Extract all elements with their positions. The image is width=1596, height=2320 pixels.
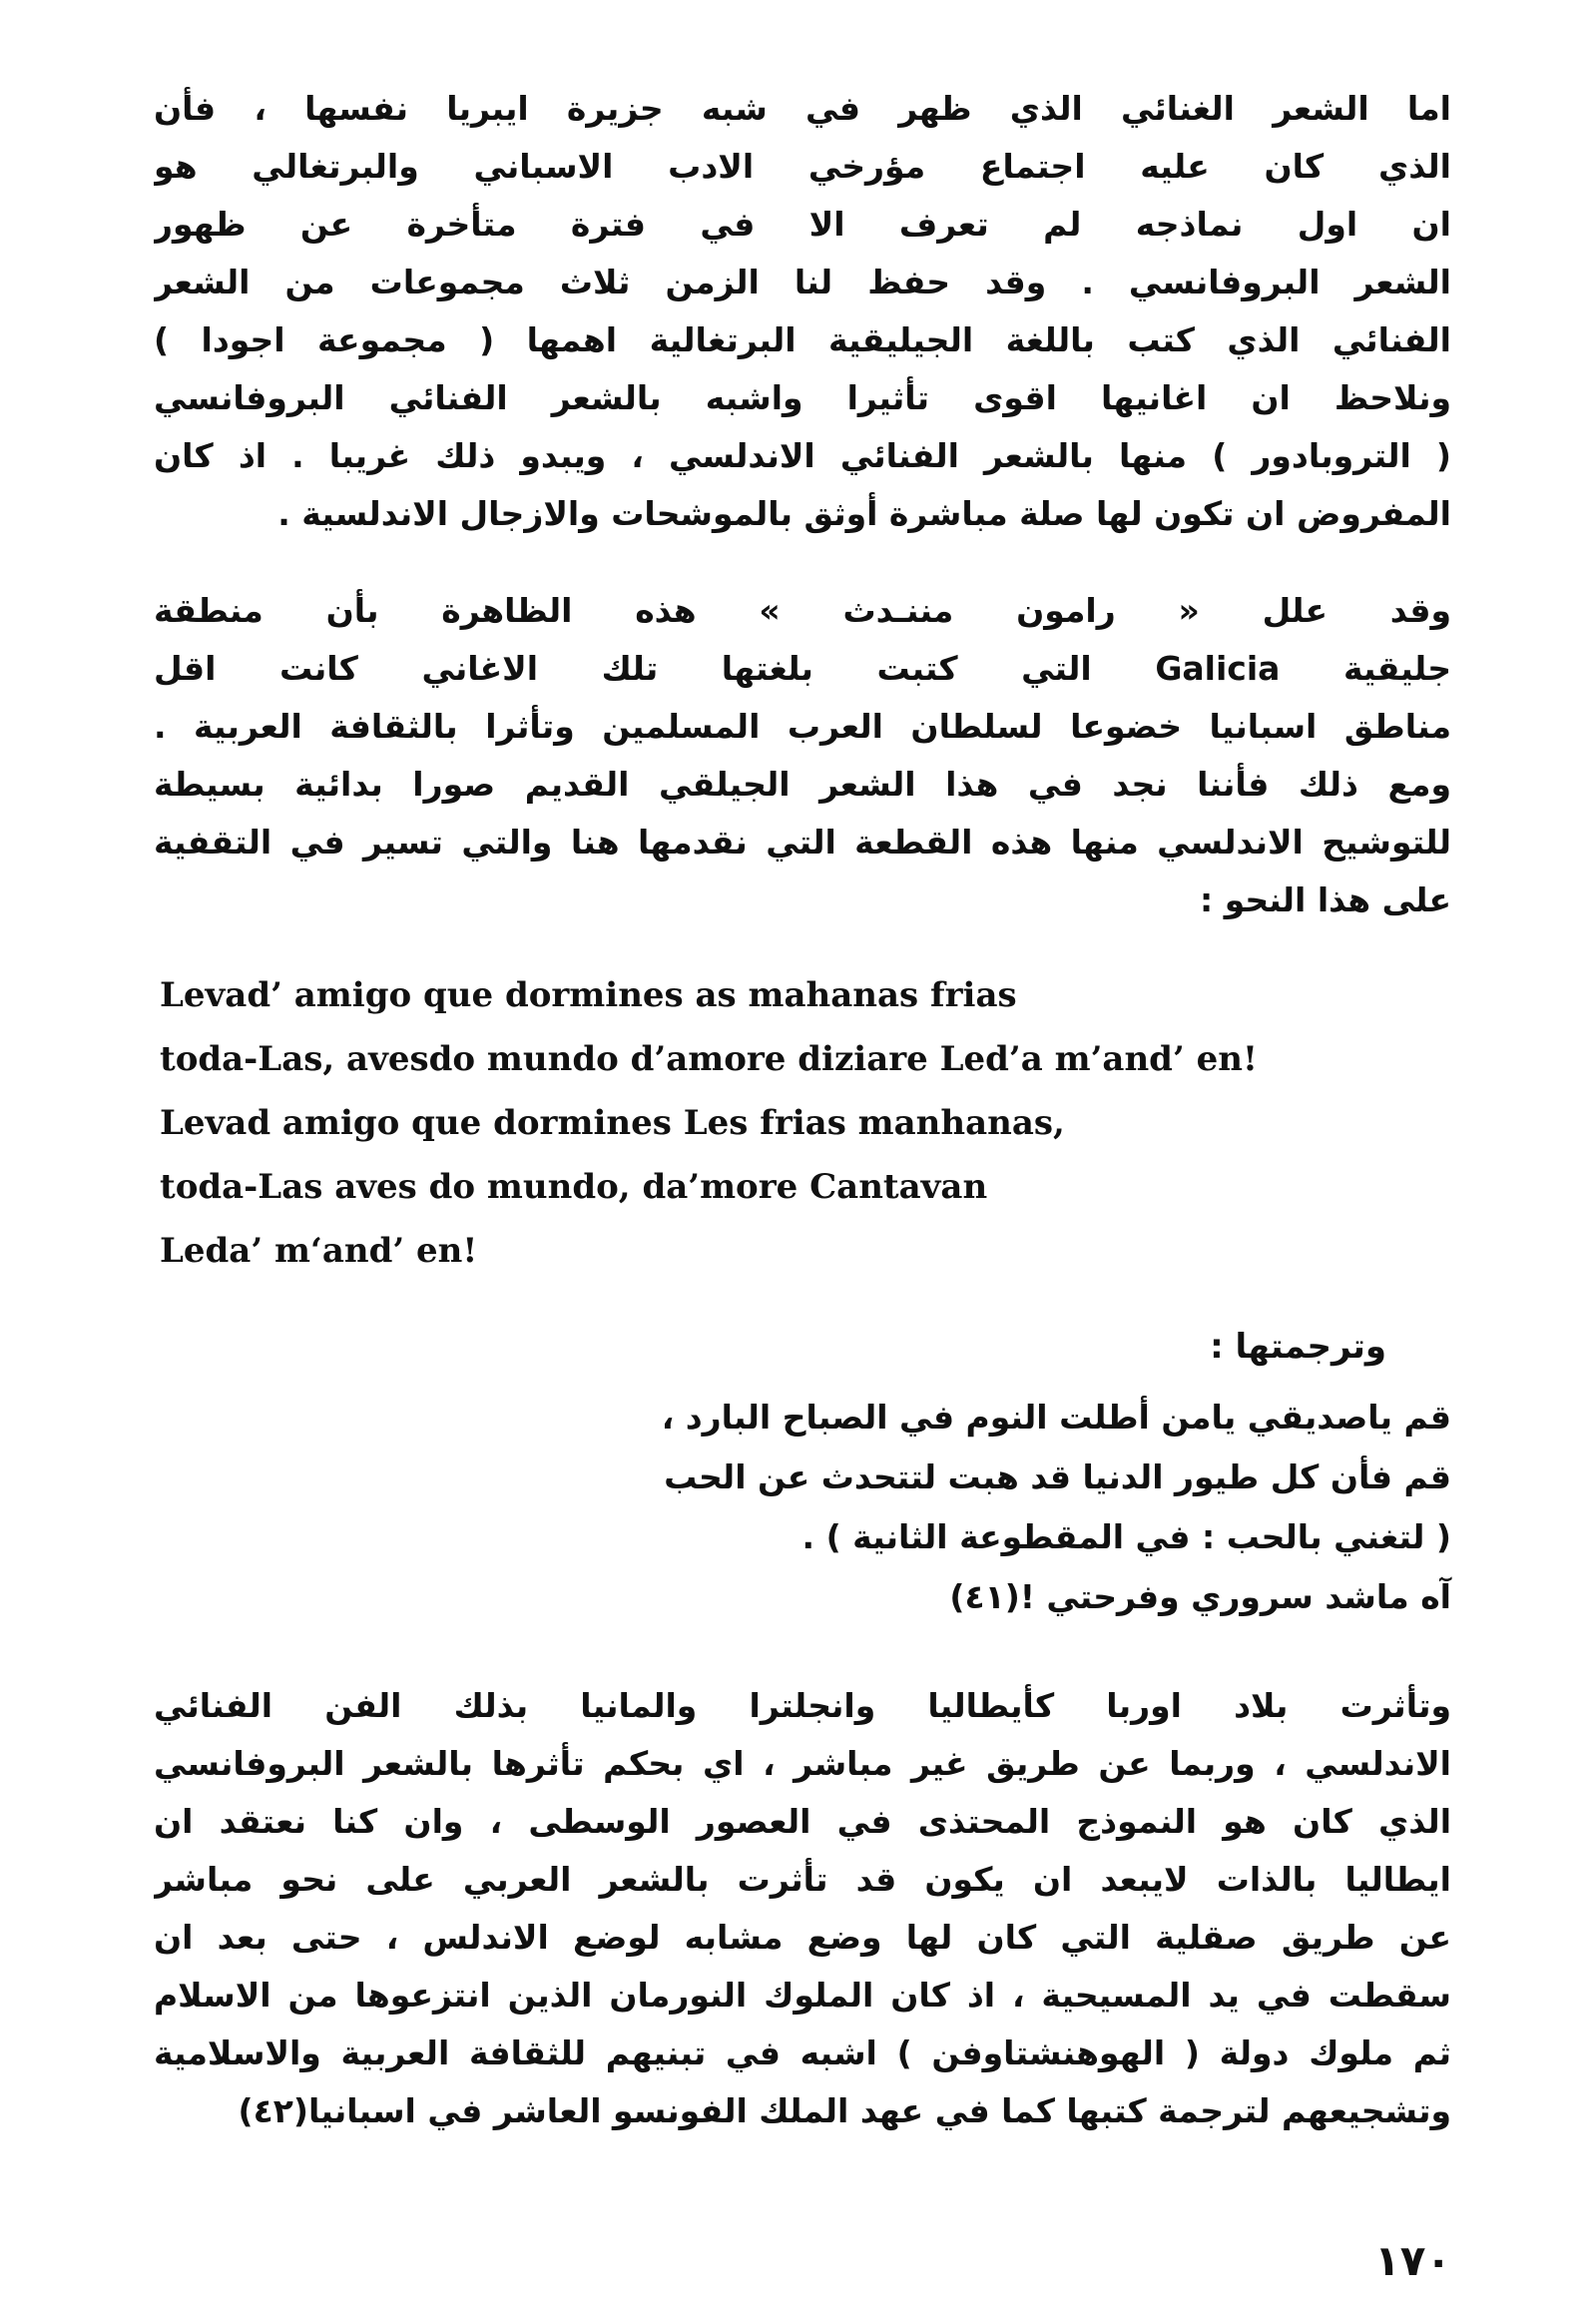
- text-line: المفروض ان تكون لها صلة مباشرة أوثق بالموشحات والازجال الاندلسية .: [277, 494, 1451, 533]
- poem-line: Levad’ amigo que dormines as mahanas frias: [160, 975, 1017, 1015]
- text-line: ان اول نماذجه لم تعرف الا في فترة متأخرة عن ظهور: [154, 205, 1451, 244]
- text-line: ونلاحظ ان اغانيها اقوى تأثيرا واشبه بالشعر الفنائي البروفانسي: [154, 378, 1451, 417]
- paragraph-1: [154, 80, 1451, 543]
- text-line: وتشجيعهم لترجمة كتبها كما في عهد الملك الفونسو العاشر في اسبانيا(٤٢): [238, 2091, 1451, 2130]
- poem-line: toda-Las aves do mundo, da’more Cantavan: [160, 1167, 988, 1207]
- poem-line: قم ياصديقي يامن أطلت النوم في الصباح البارد ،: [661, 1398, 1451, 1437]
- text-line: جليقية Galicia التي كتبت بلغتها تلك الاغاني كانت اقل: [154, 649, 1451, 688]
- poem-translation: [154, 1388, 1451, 1627]
- text-line: اما الشعر الغنائي الذي ظهر في شبه جزيرة ايبريا نفسها ، فأن: [154, 89, 1451, 128]
- text-line: الفنائي الذي كتب باللغة الجيليقية البرتغالية اهمها ( مجموعة اجودا ): [154, 320, 1451, 359]
- text-line: ايطاليا بالذات لايبعد ان يكون قد تأثرت بالشعر العربي على نحو مباشر: [154, 1860, 1451, 1899]
- text-line: مناطق اسبانيا خضوعا لسلطان العرب المسلمين وتأثرا بالثقافة العربية .: [154, 707, 1451, 746]
- poem-line: Levad amigo que dormines Les frias manhanas,: [160, 1103, 1065, 1143]
- text-line: على هذا النحو :: [1200, 880, 1451, 919]
- text-line: سقطت في يد المسيحية ، اذ كان الملوك النورمان الذين انتزعوها من الاسلام: [154, 1976, 1451, 2015]
- text-line: عن طريق صقلية التي كان لها وضع مشابه لوضع الاندلس ، حتى بعد ان: [154, 1918, 1451, 1957]
- paragraph-3: [154, 1677, 1451, 2140]
- text-line: الشعر البروفانسي . وقد حفظ لنا الزمن ثلاث مجموعات من الشعر: [154, 263, 1451, 301]
- text-line: ومع ذلك فأننا نجد في هذا الشعر الجيلقي القديم صورا بدائية بسيطة: [154, 765, 1451, 804]
- translation-heading: وترجمتها :: [1210, 1327, 1386, 1367]
- text-line: ( التروبادور ) منها بالشعر الفنائي الاندلسي ، ويبدو ذلك غريبا . اذ كان: [154, 436, 1451, 475]
- text-line: للتوشيح الاندلسي منها هذه القطعة التي نقدمها هنا والتي تسير في التقفية: [154, 823, 1451, 862]
- poem-line: ( لتغني بالحب : في المقطوعة الثانية ) .: [801, 1517, 1451, 1556]
- text-line: الذي كان عليه اجتماع مؤرخي الادب الاسباني والبرتغالي هو: [154, 147, 1451, 186]
- paragraph-2: [154, 582, 1451, 929]
- poem-line: Leda’ m‘and’ en!: [160, 1231, 478, 1271]
- page-number: ١٧٠: [1374, 2236, 1451, 2285]
- text-line: ثم ملوك دولة ( الهوهنشتاوفن ) اشبه في تبنيهم للثقافة العربية والاسلامية: [154, 2033, 1451, 2072]
- poem-line: آه ماشد سروري وفرحتي !(٤١): [949, 1577, 1451, 1616]
- text-line: الاندلسي ، وربما عن طريق غير مباشر ، اي بحكم تأثرها بالشعر البروفانسي: [154, 1744, 1451, 1783]
- poem-original: [160, 963, 1457, 1283]
- poem-line: toda-Las, avesdo mundo d’amore diziare Led’a m’and’ en!: [160, 1039, 1258, 1079]
- text-line: الذي كان هو النموذج المحتذى في العصور الوسطى ، وان كنا نعتقد ان: [154, 1802, 1451, 1841]
- text-line: وقد علل « رامون مننـدث » هذه الظاهرة بأن منطقة: [154, 591, 1451, 630]
- text-line: وتأثرت بلاد اوربا كأيطاليا وانجلترا والمانيا بذلك الفن الفنائي: [154, 1686, 1451, 1725]
- poem-line: قم فأن كل طيور الدنيا قد هبت لتتحدث عن الحب: [664, 1457, 1451, 1496]
